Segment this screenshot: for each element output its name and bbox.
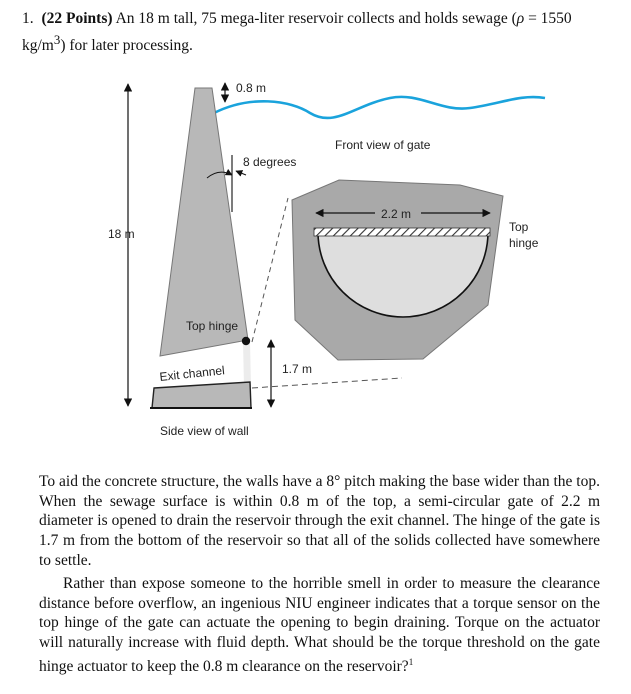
statement-part-a: An 18 m tall, 75 mega-liter reservoir collects and holds sewage ( (115, 10, 517, 27)
cube-exponent: 3 (53, 32, 61, 47)
projection-line-lower (252, 378, 402, 388)
exit-channel-opening (243, 342, 251, 386)
angle-arc-right (236, 171, 246, 175)
exit-channel-label: Exit channel (158, 363, 226, 384)
wall-side-view (160, 88, 248, 356)
top-width-label: 0.8 m (236, 81, 267, 95)
front-view-label: Front view of gate (335, 138, 431, 152)
top-hinge-left-label: Top hinge (186, 319, 239, 333)
water-surface (214, 97, 545, 118)
rho-symbol: ρ (516, 10, 525, 27)
projection-line-upper (252, 198, 288, 342)
top-hinge-hatch (314, 228, 490, 236)
height-label: 18 m (108, 227, 135, 241)
wall-base (152, 382, 251, 408)
hinge-height-label: 1.7 m (282, 362, 313, 376)
paragraph-1: To aid the concrete structure, the walls have a 8° pitch making the base wider than the top. When the sewage surface is within 0.8 m of the top, a semi-circular gate of 2.2 m diameter is opened to drain the reservoir through the exit channel. The hinge of the gate is 1.7 m from the bottom of the reservoir so that all of the solids collected have somewhere to settle. (39, 473, 600, 569)
side-view-label: Side view of wall (160, 424, 249, 438)
gate-hinge-dot (242, 337, 250, 345)
top-hinge-right-label-line1: Top (509, 220, 529, 234)
problem-number: 1. (22, 10, 34, 27)
paragraph-2-text: Rather than expose someone to the horrible smell in order to measure the clearance distance before overflow, an ingenious NIU engineer indicates that a torque sensor on the top hinge of the gate can actuate the opening to begin draining. Torque on the actuator will naturally increase with fluid depth. What should be the torque threshold on the gate hinge actuator to keep the 0.8 m clearance on the reservoir? (39, 575, 600, 675)
angle-label: 8 degrees (243, 155, 297, 169)
problem-points: (22 Points) (41, 10, 113, 27)
footnote-marker: 1 (408, 656, 414, 667)
gate-width-label: 2.2 m (381, 207, 412, 221)
top-hinge-right-label-line2: hinge (509, 236, 539, 250)
statement-part-c: ) for later processing. (60, 37, 193, 55)
paragraph-2 (39, 574, 600, 677)
statement-part-b: = 1550 kg/m (22, 10, 572, 55)
